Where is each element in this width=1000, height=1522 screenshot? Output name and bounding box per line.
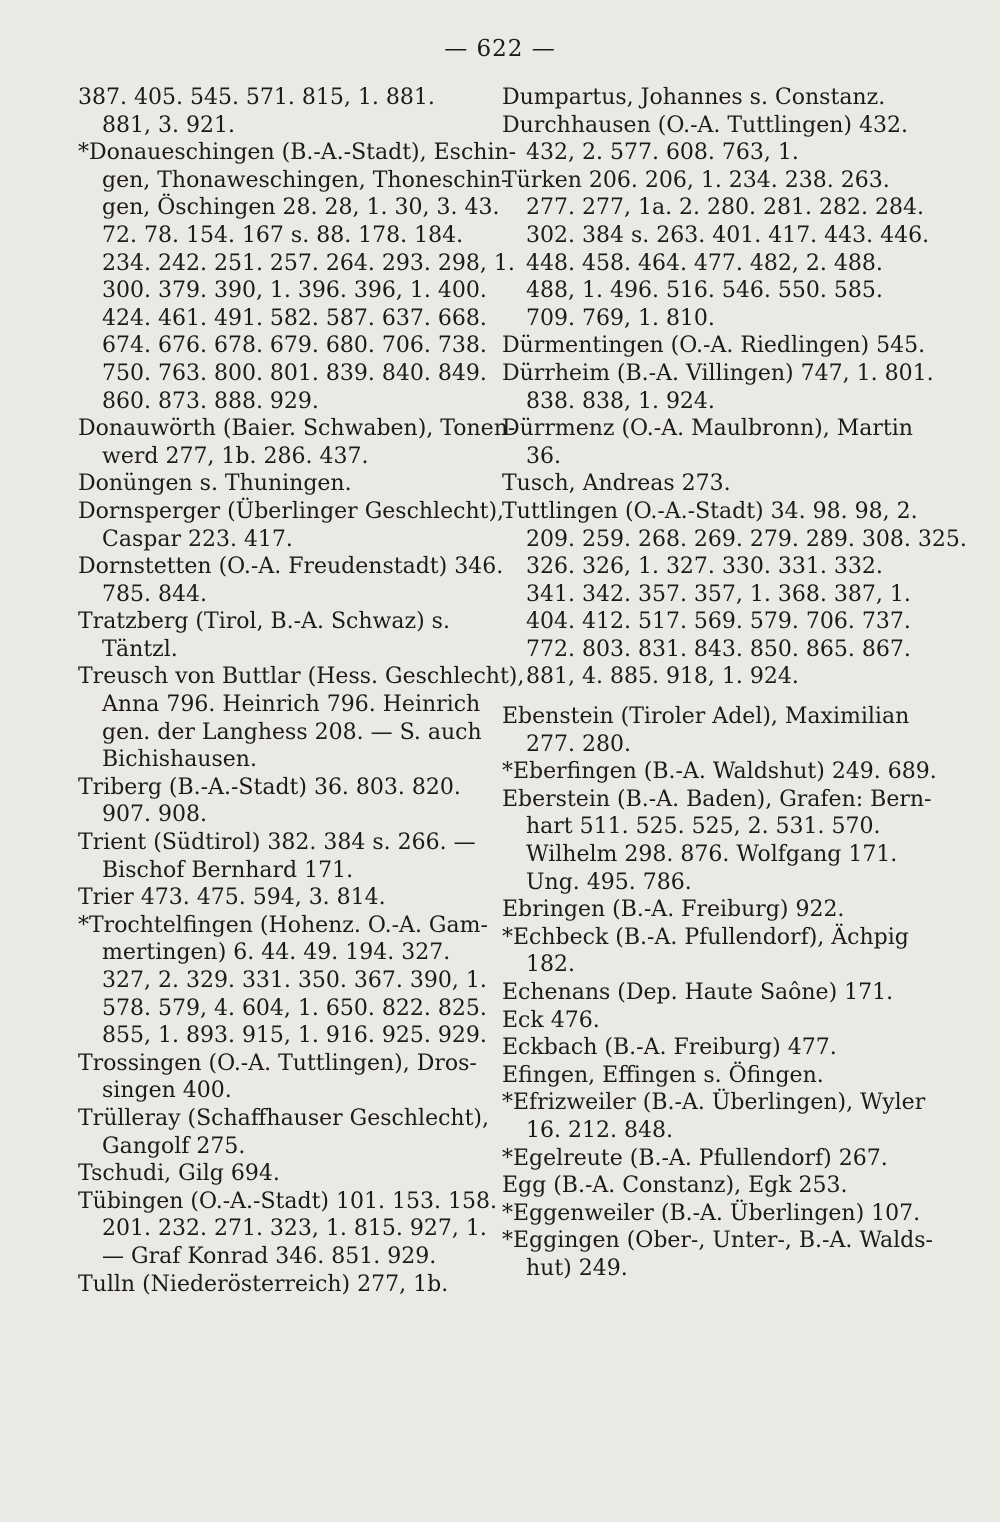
entry-continuation: 855, 1. 893. 915, 1. 916. 925. 929. (102, 1023, 487, 1049)
entry-continuation: Bichishausen. (102, 747, 257, 773)
index-entry (78, 470, 508, 498)
entry-headline: *Eggingen (Ober-, Unter-, B.-A. Walds- (502, 1228, 933, 1254)
entry-continuation: 750. 763. 800. 801. 839. 840. 849. (102, 360, 487, 386)
entry-continuation: 300. 379. 390, 1. 396. 396, 1. 400. (102, 278, 487, 304)
entry-headline: Echenans (Dep. Haute Saône) 171. (502, 980, 894, 1005)
entry-continuation: 201. 232. 271. 323, 1. 815. 927, 1. (102, 1216, 487, 1242)
index-entry (78, 884, 508, 912)
entry-continuation: gen, Öschingen 28. 28, 1. 30, 3. 43. (102, 195, 500, 221)
entry-headline: Tuttlingen (O.-A.-Stadt) 34. 98. 98, 2. (502, 498, 918, 524)
index-entry (502, 1145, 942, 1173)
entry-continuation: 341. 342. 357. 357, 1. 368. 387, 1. (526, 581, 911, 607)
entry-headline: Tschudi, Gilg 694. (78, 1161, 280, 1187)
entry-continuation: 72. 78. 154. 167 s. 88. 178. 184. (102, 222, 464, 248)
index-entry (78, 553, 508, 608)
entry-headline: Ebenstein (Tiroler Adel), Maximilian (502, 704, 910, 730)
entry-continuation: hart 511. 525. 525, 2. 531. 570. (526, 814, 881, 840)
index-entry (502, 1200, 942, 1228)
index-entry (502, 786, 942, 896)
entry-continuation: hut) 249. (526, 1255, 628, 1281)
index-entry (78, 84, 508, 139)
page-number: — 622 — (444, 36, 556, 62)
entry-headline: Dornsperger (Überlinger Geschlecht), (78, 498, 505, 524)
index-entry (78, 415, 516, 470)
entry-continuation: Caspar 223. 417. (102, 526, 293, 552)
index-entry (502, 924, 942, 979)
entry-continuation: 881, 4. 885. 918, 1. 924. (526, 664, 799, 690)
entry-continuation: Täntzl. (102, 636, 178, 662)
entry-continuation: 277. 280. (526, 731, 631, 757)
entry-headline: Eck 476. (502, 1007, 600, 1033)
index-entry (502, 415, 942, 470)
section-gap (502, 691, 942, 703)
index-entry (502, 167, 942, 333)
index-entry (502, 1172, 942, 1200)
entry-headline: Trier 473. 475. 594, 3. 814. (78, 885, 386, 911)
entry-continuation: werd 277, 1b. 286. 437. (102, 443, 369, 469)
entry-headline: *Egelreute (B.-A. Pfullendorf) 267. (502, 1145, 888, 1171)
entry-headline: Donüngen s. Thuningen. (78, 471, 352, 497)
entry-headline: 387. 405. 545. 571. 815, 1. 881. (78, 85, 435, 110)
entry-headline: Dornstetten (O.-A. Freudenstadt) 346. (78, 554, 504, 580)
entry-continuation: Ung. 495. 786. (526, 869, 692, 895)
entry-continuation: 424. 461. 491. 582. 587. 637. 668. (102, 305, 487, 331)
entry-continuation: 277. 277, 1a. 2. 280. 281. 282. 284. (526, 195, 924, 221)
entry-continuation: Gangolf 275. (102, 1133, 246, 1159)
entry-continuation: 488, 1. 496. 516. 546. 550. 585. (526, 278, 883, 304)
entry-continuation: 772. 803. 831. 843. 850. 865. 867. (526, 636, 911, 662)
entry-continuation: gen, Thonaweschingen, Thoneschin- (102, 167, 509, 193)
index-entry (502, 896, 942, 924)
entry-headline: Eberstein (B.-A. Baden), Grafen: Bern- (502, 786, 932, 812)
index-entry (502, 703, 942, 758)
index-entry (502, 498, 967, 691)
index-entry (502, 332, 942, 360)
entry-headline: *Trochtelfingen (Hohenz. O.-A. Gam- (78, 912, 488, 938)
index-entry (502, 1062, 942, 1090)
index-entry (502, 84, 942, 112)
index-entry (78, 498, 508, 553)
entry-headline: Türken 206. 206, 1. 234. 238. 263. (502, 167, 890, 193)
index-entry (78, 1050, 508, 1105)
entry-continuation: 302. 384 s. 263. 401. 417. 443. 446. (526, 222, 930, 248)
entry-headline: Tulln (Niederösterreich) 277, 1b. (78, 1271, 449, 1297)
entry-headline: Triberg (B.-A.-Stadt) 36. 803. 820. (78, 774, 461, 800)
index-entry (502, 360, 942, 415)
entry-headline: Egg (B.-A. Constanz), Egk 253. (502, 1173, 848, 1199)
index-entry (78, 663, 525, 773)
entry-headline: Dumpartus, Johannes s. Constanz. (502, 85, 886, 110)
index-entry (502, 979, 942, 1007)
entry-continuation: 448. 458. 464. 477. 482, 2. 488. (526, 250, 883, 276)
index-entry (502, 1034, 942, 1062)
entry-continuation: gen. der Langhess 208. — S. auch (102, 719, 482, 745)
entry-continuation: 16. 212. 848. (526, 1117, 673, 1143)
index-entry (502, 112, 942, 167)
entry-headline: *Eggenweiler (B.-A. Überlingen) 107. (502, 1200, 921, 1226)
index-entry (502, 1007, 942, 1035)
entry-headline: Durchhausen (O.-A. Tuttlingen) 432. (502, 112, 908, 138)
entry-continuation: 785. 844. (102, 581, 207, 607)
entry-continuation: singen 400. (102, 1078, 232, 1104)
index-entry (502, 470, 942, 498)
entry-continuation: 838. 838, 1. 924. (526, 388, 715, 414)
entry-headline: *Echbeck (B.-A. Pfullendorf), Ächpig (502, 924, 909, 950)
entry-headline: Tübingen (O.-A.-Stadt) 101. 153. 158. (78, 1188, 497, 1214)
index-entry (502, 758, 942, 786)
entry-headline: Treusch von Buttlar (Hess. Geschlecht), (78, 664, 525, 690)
entry-continuation: Wilhelm 298. 876. Wolfgang 171. (526, 842, 898, 868)
index-entry (78, 1271, 508, 1299)
entry-headline: Tratzberg (Tirol, B.-A. Schwaz) s. (78, 609, 450, 635)
entry-continuation: 209. 259. 268. 269. 279. 289. 308. 325. (526, 526, 967, 552)
entry-headline: Efingen, Effingen s. Öfingen. (502, 1062, 824, 1088)
entry-headline: Trient (Südtirol) 382. 384 s. 266. — (78, 830, 476, 856)
entry-headline: *Donaueschingen (B.-A.-Stadt), Eschin- (78, 140, 517, 166)
left-column (78, 84, 525, 1298)
entry-headline: Trossingen (O.-A. Tuttlingen), Dros- (78, 1050, 477, 1076)
entry-headline: Trülleray (Schaffhauser Geschlecht), (78, 1105, 490, 1131)
entry-headline: Dürmentingen (O.-A. Riedlingen) 545. (502, 333, 926, 359)
entry-continuation: 182. (526, 952, 575, 978)
index-entry (78, 139, 517, 415)
entry-headline: *Eberfingen (B.-A. Waldshut) 249. 689. (502, 759, 937, 785)
entry-headline: Dürrmenz (O.-A. Maulbronn), Martin (502, 416, 913, 442)
entry-continuation: 881, 3. 921. (102, 112, 235, 138)
entry-continuation: 709. 769, 1. 810. (526, 305, 715, 331)
index-entry (78, 1160, 508, 1188)
entry-continuation: Bischof Bernhard 171. (102, 857, 354, 883)
entry-headline: Tusch, Andreas 273. (502, 471, 731, 497)
entry-continuation: Anna 796. Heinrich 796. Heinrich (102, 692, 481, 718)
entry-continuation: 234. 242. 251. 257. 264. 293. 298, 1. (102, 250, 515, 276)
entry-headline: *Efrizweiler (B.-A. Überlingen), Wyler (502, 1090, 926, 1116)
entry-continuation: 907. 908. (102, 802, 207, 828)
entry-headline: Ebringen (B.-A. Freiburg) 922. (502, 897, 845, 923)
entry-headline: Eckbach (B.-A. Freiburg) 477. (502, 1035, 837, 1061)
entry-headline: Dürrheim (B.-A. Villingen) 747, 1. 801. (502, 360, 934, 386)
entry-continuation: — Graf Konrad 346. 851. 929. (102, 1243, 437, 1269)
index-entry (78, 912, 508, 1050)
entry-continuation: 36. (526, 443, 561, 469)
entry-continuation: 326. 326, 1. 327. 330. 331. 332. (526, 554, 883, 580)
index-entry (502, 1089, 942, 1144)
right-column (502, 84, 967, 1283)
index-entry (78, 829, 508, 884)
entry-continuation: 578. 579, 4. 604, 1. 650. 822. 825. (102, 995, 487, 1021)
index-entry (502, 1227, 942, 1282)
entry-continuation: 327, 2. 329. 331. 350. 367. 390, 1. (102, 968, 487, 993)
index-entry (78, 1188, 508, 1271)
entry-continuation: 404. 412. 517. 569. 579. 706. 737. (526, 609, 911, 635)
index-entry (78, 1105, 508, 1160)
entry-continuation: 860. 873. 888. 929. (102, 388, 319, 414)
index-entry (78, 774, 508, 829)
entry-continuation: mertingen) 6. 44. 49. 194. 327. (102, 940, 451, 966)
entry-continuation: 432, 2. 577. 608. 763, 1. (526, 140, 799, 166)
index-entry (78, 608, 508, 663)
entry-headline: Donauwörth (Baier. Schwaben), Tonen- (78, 416, 516, 442)
entry-continuation: 674. 676. 678. 679. 680. 706. 738. (102, 333, 487, 359)
